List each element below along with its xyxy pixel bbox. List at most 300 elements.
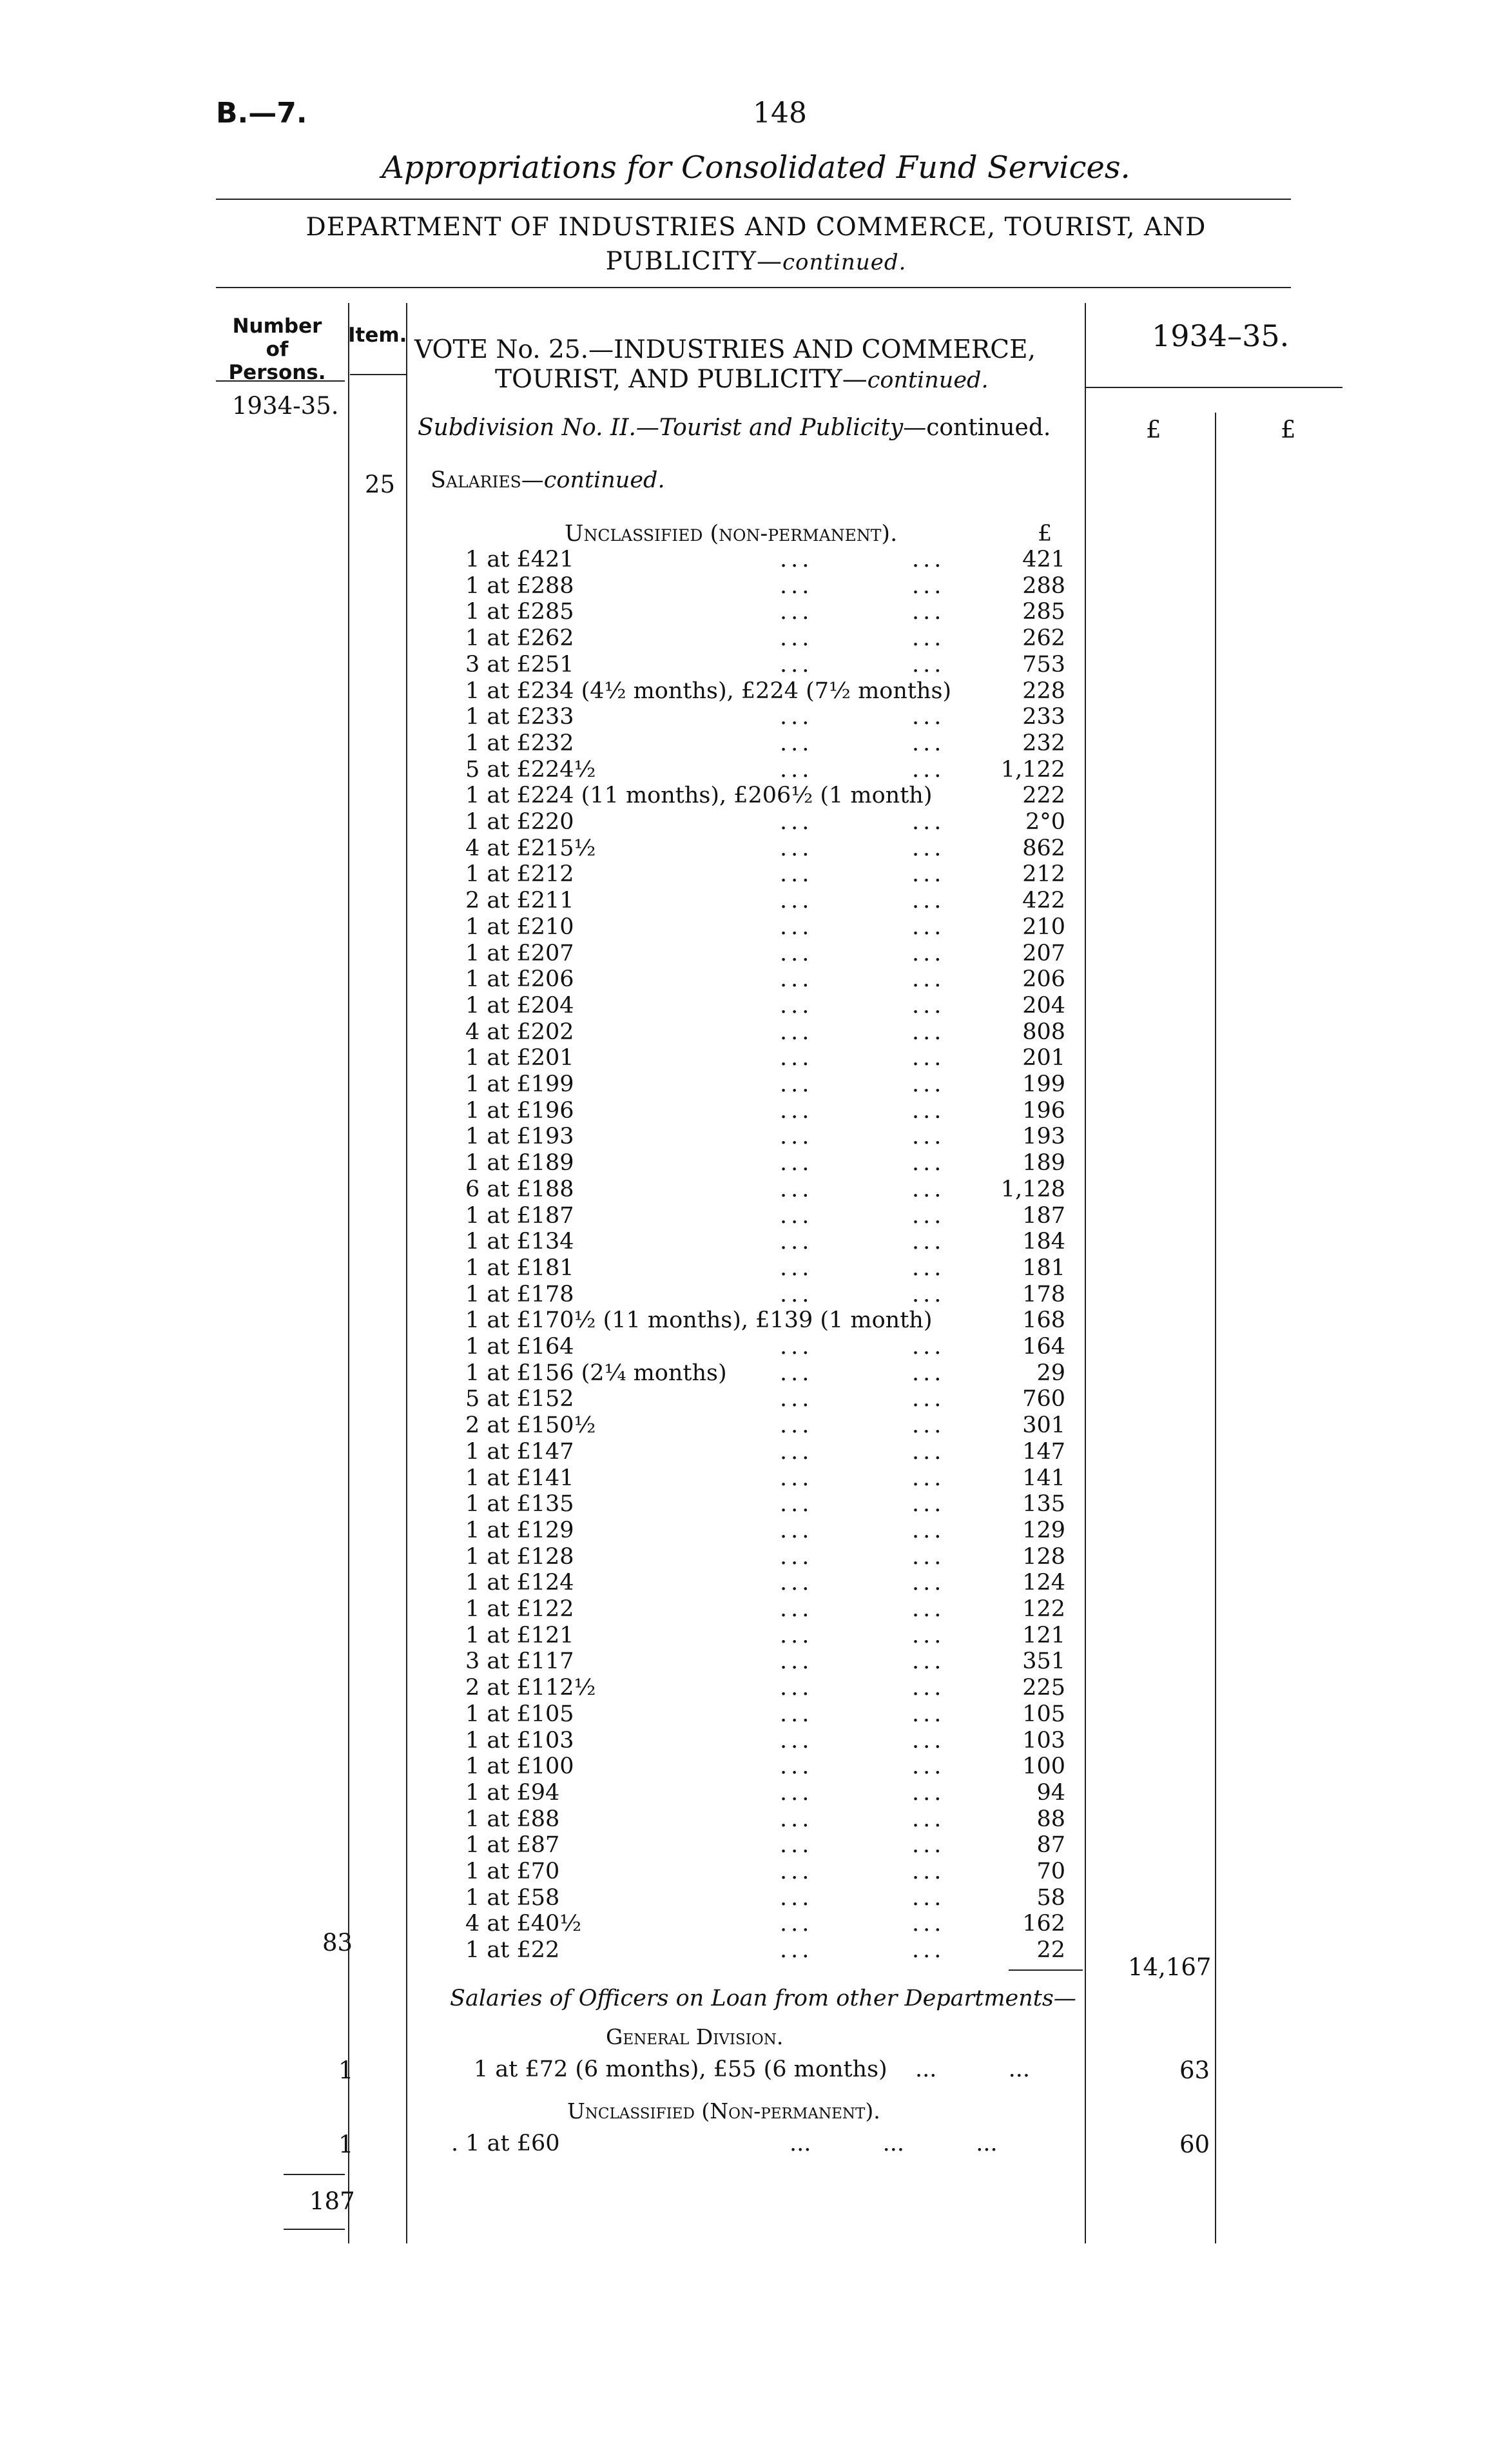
table-row <box>0 1465 1512 1491</box>
row-amount: 181 <box>1022 1255 1065 1281</box>
table-row <box>0 652 1512 678</box>
table-row <box>0 914 1512 940</box>
money-year-header: 1934–35. <box>1152 318 1290 353</box>
leader-dots: ... <box>780 1282 813 1307</box>
row-label: 1 at £212 <box>465 861 574 887</box>
table-row <box>0 783 1512 808</box>
row-amount: 162 <box>1022 1911 1065 1937</box>
table-row <box>0 547 1512 572</box>
leader-dots: ... <box>780 1911 813 1937</box>
leader-dots: ... <box>780 1203 813 1229</box>
leader-dots: ... <box>912 1150 945 1176</box>
leader-dots: ... <box>912 1098 945 1124</box>
row-amount: 193 <box>1022 1124 1065 1149</box>
leader-dots: ... <box>912 1386 945 1412</box>
leader-dots: ... <box>912 1465 945 1491</box>
table-row <box>0 888 1512 913</box>
table-row <box>0 1518 1512 1543</box>
leader-dots: ... <box>912 1754 945 1779</box>
leader-dots: ... <box>912 1203 945 1229</box>
table-row <box>0 573 1512 599</box>
row-label: 4 at £202 <box>465 1019 574 1045</box>
leader-dots: ... <box>912 1124 945 1149</box>
leader-dots: ... <box>780 1675 813 1701</box>
row-amount: 88 <box>1036 1806 1065 1832</box>
row-label: 1 at £210 <box>465 914 574 940</box>
table-row <box>0 1282 1512 1307</box>
row-amount: 178 <box>1022 1282 1065 1307</box>
department-heading-line1: DEPARTMENT OF INDUSTRIES AND COMMERCE, TOURIST, AND <box>305 213 1207 242</box>
leader-dots: ... <box>780 966 813 992</box>
leader-dots: ... <box>912 1019 945 1045</box>
row-label: 4 at £215½ <box>465 835 596 861</box>
row-label: 1 at £170½ (11 months), £139 (1 month) <box>465 1307 933 1333</box>
leader-dots: ... <box>780 1701 813 1727</box>
table-row <box>0 1124 1512 1149</box>
row-label: 2 at £211 <box>465 888 574 913</box>
row-amount: 760 <box>1022 1386 1065 1412</box>
item-number: 25 <box>365 471 396 498</box>
table-row <box>0 1648 1512 1674</box>
row-label: 1 at £288 <box>465 573 574 599</box>
unclassified-nonperm-line: . 1 at £60 <box>451 2131 560 2156</box>
leader-dots: ... <box>912 914 945 940</box>
leader-dots: ... <box>780 1518 813 1543</box>
persons-total-rule-bottom <box>284 2229 345 2230</box>
leader-dots: ... <box>912 1544 945 1570</box>
leader-dots: ... <box>912 1412 945 1438</box>
unclassified-pound-symbol: £ <box>1038 521 1052 547</box>
row-label: 1 at £128 <box>465 1544 574 1570</box>
row-label: 5 at £152 <box>465 1386 574 1412</box>
row-amount: 94 <box>1036 1780 1065 1806</box>
table-row <box>0 1150 1512 1176</box>
leader-dots: ... <box>912 1859 945 1884</box>
table-row <box>0 1439 1512 1465</box>
unclassified-nonperm-persons: 1 <box>338 2131 354 2158</box>
table-row <box>0 599 1512 625</box>
row-label: 1 at £134 <box>465 1229 574 1255</box>
subtotal-rule <box>1009 1969 1083 1971</box>
row-amount: 206 <box>1022 966 1065 992</box>
salaries-heading: Salaries—continued. <box>431 467 665 493</box>
table-row <box>0 1177 1512 1202</box>
leader-dots: ... <box>912 547 945 572</box>
leader-dots: ... <box>912 1255 945 1281</box>
leader-dots: ... <box>912 1334 945 1360</box>
leader-dots: ... <box>912 1177 945 1202</box>
row-label: 1 at £189 <box>465 1150 574 1176</box>
table-row <box>0 704 1512 730</box>
row-label: 1 at £224 (11 months), £206½ (1 month) <box>465 783 933 808</box>
table-row <box>0 757 1512 783</box>
row-amount: 196 <box>1022 1098 1065 1124</box>
leader-dots: ... <box>780 730 813 756</box>
leader-dots: ... <box>780 1780 813 1806</box>
table-row <box>0 1386 1512 1412</box>
leader-dots: ... <box>912 1675 945 1701</box>
table-row <box>0 1806 1512 1832</box>
row-label: 1 at £233 <box>465 704 574 730</box>
row-amount: 70 <box>1036 1859 1065 1884</box>
row-label: 1 at £122 <box>465 1596 574 1622</box>
row-amount: 262 <box>1022 625 1065 651</box>
table-row <box>0 1071 1512 1097</box>
leader-dots: ... <box>780 809 813 835</box>
row-amount: 212 <box>1022 861 1065 887</box>
leader-dots: ... <box>912 1623 945 1648</box>
money-header-rule <box>1085 387 1342 388</box>
row-amount: 124 <box>1022 1570 1065 1596</box>
row-amount: 1,128 <box>1000 1177 1065 1202</box>
leader-dots: ... <box>912 1648 945 1674</box>
row-label: 1 at £207 <box>465 941 574 966</box>
table-row <box>0 730 1512 756</box>
table-row <box>0 1623 1512 1648</box>
leader-dots: ... <box>912 1071 945 1097</box>
leader-dots: ... <box>912 1282 945 1307</box>
row-label: 6 at £188 <box>465 1177 574 1202</box>
unclassified-nonperm-dots: ... ... ... <box>790 2131 998 2156</box>
row-amount: 225 <box>1022 1675 1065 1701</box>
leader-dots: ... <box>912 993 945 1019</box>
leader-dots: ... <box>780 1859 813 1884</box>
leader-dots: ... <box>912 757 945 783</box>
subdivision-heading: Subdivision No. II.—Tourist and Publicity—continued. <box>418 415 1051 441</box>
leader-dots: ... <box>912 1518 945 1543</box>
loan-heading: Salaries of Officers on Loan from other Departments— <box>450 1986 1076 2011</box>
row-amount: 204 <box>1022 993 1065 1019</box>
leader-dots: ... <box>780 1150 813 1176</box>
table-row <box>0 1412 1512 1438</box>
leader-dots: ... <box>912 1570 945 1596</box>
leader-dots: ... <box>780 1728 813 1754</box>
leader-dots: ... <box>912 1229 945 1255</box>
leader-dots: ... <box>780 625 813 651</box>
row-label: 1 at £181 <box>465 1255 574 1281</box>
general-division-heading: General Division. <box>606 2024 784 2049</box>
row-amount: 22 <box>1036 1937 1065 1963</box>
leader-dots: ... <box>780 1045 813 1071</box>
row-label: 1 at £199 <box>465 1071 574 1097</box>
row-label: 1 at £262 <box>465 625 574 651</box>
table-row <box>0 1780 1512 1806</box>
table-row <box>0 1937 1512 1963</box>
leader-dots: ... <box>780 757 813 783</box>
row-label: 1 at £201 <box>465 1045 574 1071</box>
leader-dots: ... <box>912 625 945 651</box>
table-row <box>0 1754 1512 1779</box>
unclassified-persons: 83 <box>322 1929 353 1957</box>
leader-dots: ... <box>780 1439 813 1465</box>
row-amount: 100 <box>1022 1754 1065 1779</box>
row-label: 1 at £187 <box>465 1203 574 1229</box>
row-amount: 351 <box>1022 1648 1065 1674</box>
leader-dots: ... <box>912 941 945 966</box>
table-row <box>0 1570 1512 1596</box>
leader-dots: ... <box>912 1780 945 1806</box>
leader-dots: ... <box>912 1806 945 1832</box>
row-label: 2 at £112½ <box>465 1675 596 1701</box>
row-amount: 201 <box>1022 1045 1065 1071</box>
leader-dots: ... <box>780 652 813 678</box>
leader-dots: ... <box>780 1570 813 1596</box>
item-header-rule <box>350 374 407 375</box>
leader-dots: ... <box>780 1544 813 1570</box>
leader-dots: ... <box>780 1177 813 1202</box>
leader-dots: ... <box>912 599 945 625</box>
row-amount: 301 <box>1022 1412 1065 1438</box>
general-persons: 1 <box>338 2057 354 2084</box>
row-amount: 222 <box>1022 783 1065 808</box>
leader-dots: ... <box>780 573 813 599</box>
table-row <box>0 1334 1512 1360</box>
leader-dots: ... <box>912 652 945 678</box>
leader-dots: ... <box>780 599 813 625</box>
pound-column-a: £ <box>1146 416 1161 444</box>
table-row <box>0 1859 1512 1884</box>
table-row <box>0 993 1512 1019</box>
leader-dots: ... <box>780 835 813 861</box>
department-rule <box>216 287 1291 288</box>
row-amount: 168 <box>1022 1307 1065 1333</box>
unclassified-nonperm-amount: 60 <box>1179 2131 1210 2158</box>
row-amount: 129 <box>1022 1518 1065 1543</box>
leader-dots: ... <box>780 1885 813 1911</box>
table-row <box>0 1832 1512 1858</box>
row-amount: 58 <box>1036 1885 1065 1911</box>
row-label: 1 at £156 (2¼ months) <box>465 1360 727 1386</box>
row-label: 1 at £141 <box>465 1465 574 1491</box>
row-label: 1 at £193 <box>465 1124 574 1149</box>
table-row <box>0 861 1512 887</box>
row-label: 1 at £164 <box>465 1334 574 1360</box>
row-amount: 210 <box>1022 914 1065 940</box>
row-label: 3 at £117 <box>465 1648 574 1674</box>
table-row <box>0 1885 1512 1911</box>
vote-heading-line1: VOTE No. 25.—INDUSTRIES AND COMMERCE, <box>414 335 1036 364</box>
row-label: 1 at £58 <box>465 1885 560 1911</box>
row-label: 1 at £232 <box>465 730 574 756</box>
row-label: 1 at £88 <box>465 1806 560 1832</box>
table-row <box>0 1675 1512 1701</box>
row-label: 1 at £178 <box>465 1282 574 1307</box>
row-label: 1 at £206 <box>465 966 574 992</box>
row-amount: 184 <box>1022 1229 1065 1255</box>
row-label: 1 at £22 <box>465 1937 560 1963</box>
table-row <box>0 1203 1512 1229</box>
row-label: 1 at £285 <box>465 599 574 625</box>
leader-dots: ... <box>912 1885 945 1911</box>
row-label: 1 at £220 <box>465 809 574 835</box>
leader-dots: ... <box>912 1701 945 1727</box>
table-row <box>0 1701 1512 1727</box>
leader-dots: ... <box>780 547 813 572</box>
row-label: 4 at £40½ <box>465 1911 582 1937</box>
row-amount: 164 <box>1022 1334 1065 1360</box>
table-row <box>0 941 1512 966</box>
row-label: 1 at £129 <box>465 1518 574 1543</box>
leader-dots: ... <box>780 1832 813 1858</box>
leader-dots: ... <box>912 1360 945 1386</box>
row-amount: 29 <box>1036 1360 1065 1386</box>
leader-dots: ... <box>780 1412 813 1438</box>
leader-dots: ... <box>780 914 813 940</box>
unclassified-nonperm-heading: Unclassified (Non-permanent). <box>567 2098 880 2124</box>
table-row <box>0 1045 1512 1071</box>
leader-dots: ... <box>780 1360 813 1386</box>
row-amount: 199 <box>1022 1071 1065 1097</box>
row-amount: 232 <box>1022 730 1065 756</box>
row-amount: 122 <box>1022 1596 1065 1622</box>
row-amount: 207 <box>1022 941 1065 966</box>
table-row <box>0 1019 1512 1045</box>
leader-dots: ... <box>780 1386 813 1412</box>
persons-header-rule <box>216 380 345 382</box>
row-label: 1 at £70 <box>465 1859 560 1884</box>
row-amount: 228 <box>1022 678 1065 704</box>
row-label: 1 at £234 (4½ months), £224 (7½ months) <box>465 678 952 704</box>
row-amount: 189 <box>1022 1150 1065 1176</box>
page-number: 148 <box>753 97 807 130</box>
leader-dots: ... <box>912 1596 945 1622</box>
leader-dots: ... <box>912 888 945 913</box>
table-row <box>0 678 1512 704</box>
row-amount: 87 <box>1036 1832 1065 1858</box>
leader-dots: ... <box>780 861 813 887</box>
leader-dots: ... <box>912 1439 945 1465</box>
leader-dots: ... <box>780 1334 813 1360</box>
leader-dots: ... <box>912 1911 945 1937</box>
leader-dots: ... <box>780 1071 813 1097</box>
persons-total-rule-top <box>284 2174 345 2175</box>
row-label: 1 at £105 <box>465 1701 574 1727</box>
leader-dots: ... <box>780 1648 813 1674</box>
number-of-persons-header: Number of Persons. <box>228 315 326 384</box>
row-label: 3 at £251 <box>465 652 574 678</box>
leader-dots: ... <box>912 966 945 992</box>
row-amount: 147 <box>1022 1439 1065 1465</box>
vote-heading <box>414 335 1036 395</box>
row-amount: 1,122 <box>1000 757 1065 783</box>
page-title: Appropriations for Consolidated Fund Services. <box>382 150 1130 186</box>
row-label: 1 at £204 <box>465 993 574 1019</box>
row-label: 1 at £121 <box>465 1623 574 1648</box>
item-header: Item. <box>348 324 407 347</box>
row-amount: 121 <box>1022 1623 1065 1648</box>
row-amount: 187 <box>1022 1203 1065 1229</box>
leader-dots: ... <box>780 1465 813 1491</box>
row-amount: 862 <box>1022 835 1065 861</box>
row-amount: 2°0 <box>1025 809 1065 835</box>
row-amount: 288 <box>1022 573 1065 599</box>
leader-dots: ... <box>912 1045 945 1071</box>
leader-dots: ... <box>912 1728 945 1754</box>
unclassified-total: 14,167 <box>1128 1953 1212 1981</box>
table-row <box>0 809 1512 835</box>
row-label: 1 at £103 <box>465 1728 574 1754</box>
pound-column-b: £ <box>1281 416 1296 444</box>
leader-dots: ... <box>780 1806 813 1832</box>
row-amount: 422 <box>1022 888 1065 913</box>
total-persons: 187 <box>309 2187 355 2215</box>
department-heading-line2: PUBLICITY—continued. <box>605 247 907 276</box>
leader-dots: ... <box>780 993 813 1019</box>
leader-dots: ... <box>780 1623 813 1648</box>
leader-dots: ... <box>912 573 945 599</box>
table-row <box>0 1360 1512 1386</box>
table-row <box>0 1229 1512 1255</box>
table-row <box>0 1728 1512 1754</box>
row-label: 1 at £421 <box>465 547 574 572</box>
leader-dots: ... <box>912 730 945 756</box>
leader-dots: ... <box>912 1491 945 1517</box>
leader-dots: ... <box>912 704 945 730</box>
table-row <box>0 835 1512 861</box>
row-label: 5 at £224½ <box>465 757 596 783</box>
row-amount: 285 <box>1022 599 1065 625</box>
row-amount: 103 <box>1022 1728 1065 1754</box>
row-label: 1 at £147 <box>465 1439 574 1465</box>
row-amount: 141 <box>1022 1465 1065 1491</box>
table-row <box>0 1307 1512 1333</box>
row-label: 1 at £94 <box>465 1780 560 1806</box>
row-amount: 128 <box>1022 1544 1065 1570</box>
leader-dots: ... <box>780 1124 813 1149</box>
row-label: 1 at £87 <box>465 1832 560 1858</box>
table-row <box>0 1491 1512 1517</box>
leader-dots: ... <box>780 1491 813 1517</box>
persons-year-label: 1934-35. <box>232 392 339 420</box>
leader-dots: ... <box>912 809 945 835</box>
leader-dots: ... <box>780 1937 813 1963</box>
leader-dots: ... <box>912 1832 945 1858</box>
table-row <box>0 1255 1512 1281</box>
row-amount: 233 <box>1022 704 1065 730</box>
leader-dots: ... <box>780 1754 813 1779</box>
general-dots: ... ... <box>915 2057 1031 2082</box>
leader-dots: ... <box>780 941 813 966</box>
leader-dots: ... <box>912 835 945 861</box>
row-amount: 105 <box>1022 1701 1065 1727</box>
table-row <box>0 1596 1512 1622</box>
document-code: B.—7. <box>216 97 307 130</box>
leader-dots: ... <box>780 1255 813 1281</box>
table-row <box>0 1544 1512 1570</box>
general-line: 1 at £72 (6 months), £55 (6 months) <box>474 2057 887 2082</box>
table-row <box>0 1098 1512 1124</box>
leader-dots: ... <box>780 1098 813 1124</box>
table-row <box>0 625 1512 651</box>
general-amount: 63 <box>1179 2057 1210 2084</box>
row-amount: 808 <box>1022 1019 1065 1045</box>
unclassified-heading: Unclassified (non-permanent). <box>565 521 898 547</box>
leader-dots: ... <box>780 888 813 913</box>
leader-dots: ... <box>780 1229 813 1255</box>
row-amount: 421 <box>1022 547 1065 572</box>
row-amount: 135 <box>1022 1491 1065 1517</box>
leader-dots: ... <box>780 704 813 730</box>
row-label: 1 at £135 <box>465 1491 574 1517</box>
vote-heading-line2: TOURIST, AND PUBLICITY—continued. <box>495 365 989 394</box>
row-label: 2 at £150½ <box>465 1412 596 1438</box>
table-row <box>0 1911 1512 1937</box>
row-amount: 753 <box>1022 652 1065 678</box>
leader-dots: ... <box>780 1596 813 1622</box>
leader-dots: ... <box>912 861 945 887</box>
leader-dots: ... <box>780 1019 813 1045</box>
row-label: 1 at £100 <box>465 1754 574 1779</box>
